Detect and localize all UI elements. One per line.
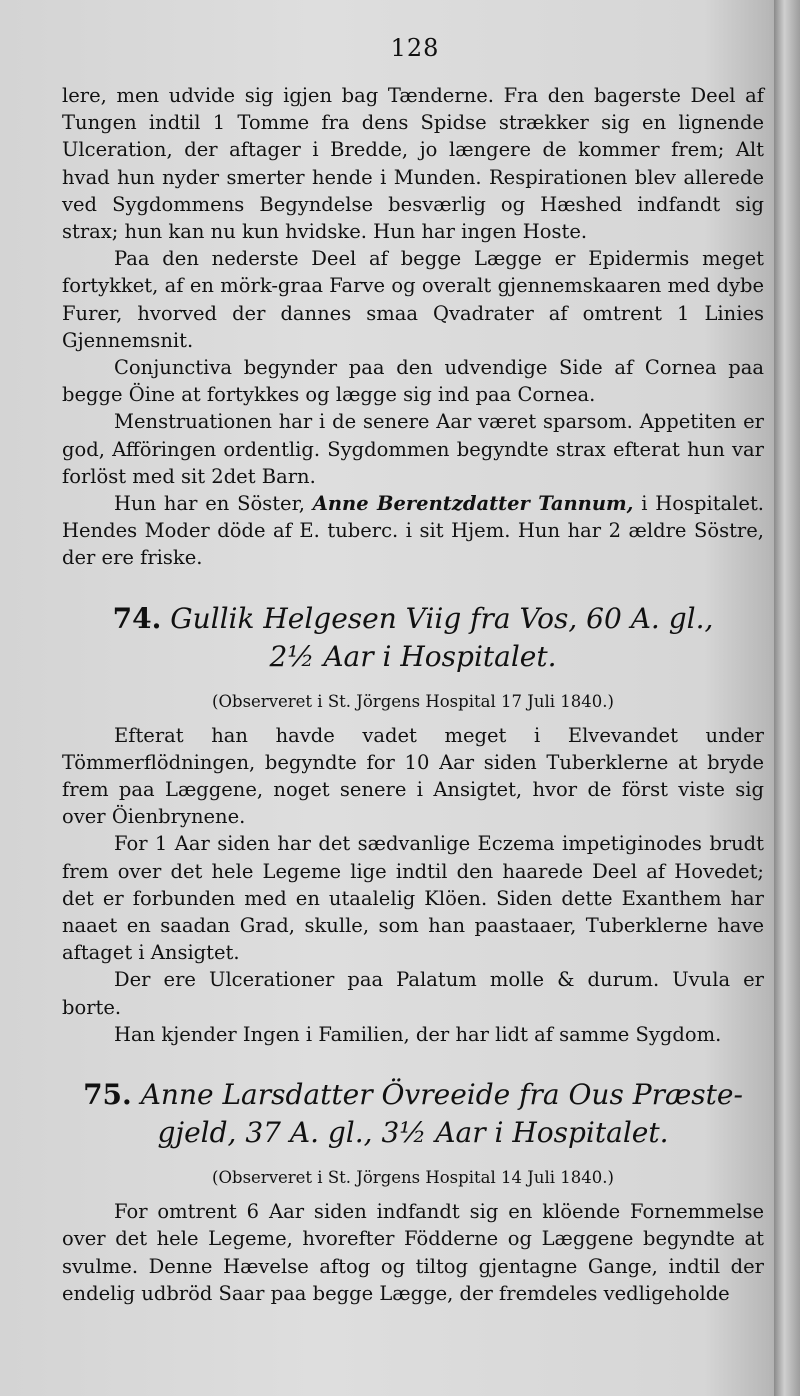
paragraph: Paa den nederste Deel af begge Lægge er Epidermis meget fortykket, af en mörk-graa Farve og overalt gjennemskaaren med dybe Furer, hvorved der dannes smaa Qvadrater af omtrent 1 Linies Gjennemsnit. bbox=[62, 247, 764, 352]
case-title-line bbox=[62, 600, 764, 638]
case-number: 75. bbox=[83, 1078, 132, 1112]
paragraph: Der ere Ulcerationer paa Palatum molle & durum. Uvula er borte. bbox=[62, 968, 764, 1019]
text-run: i Hospitalet. Hendes Moder döde af E. tuberc. i sit Hjem. Hun har 2 ældre Söstre, der ere friske. bbox=[62, 492, 764, 570]
paragraph: For omtrent 6 Aar siden indfandt sig en klöende Fornemmelse over det hele Legeme, hvorefter Födderne og Læggene begyndte at svulme. Denne Hævelse aftog og tiltog gjentagne Gange, indtil der endelig udbröd Saar paa begge Lægge, der fremdeles vedligeholde bbox=[62, 1200, 764, 1305]
case-title-line bbox=[62, 1076, 764, 1114]
paragraph: Conjunctiva begynder paa den udvendige Side af Cornea paa begge Öine at fortykkes og lægge sig ind paa Cornea. bbox=[62, 356, 764, 407]
paragraph: Menstruationen har i de senere Aar været sparsom. Appetiten er god, Afföringen ordentlig. Sygdommen begyndte strax efterat hun var forlöst med sit 2det Barn. bbox=[62, 410, 764, 488]
page-number: 128 bbox=[390, 34, 440, 62]
case-75-heading bbox=[62, 1076, 764, 1152]
observation-note: (Observeret i St. Jörgens Hospital 17 Juli 1840.) bbox=[212, 691, 614, 711]
case-74-heading bbox=[62, 600, 764, 676]
paragraph: Efterat han havde vadet meget i Elvevandet under Tömmerflödningen, begyndte for 10 Aar siden Tuberklerne at bryde frem paa Læggene, noget senere i Ansigtet, hvor de först viste sig over Öienbrynene. bbox=[62, 723, 764, 829]
paragraph-sister bbox=[62, 490, 764, 572]
page-edge bbox=[774, 0, 800, 1396]
text-run: Hun har en Söster, bbox=[114, 492, 313, 516]
case-title: Gullik Helgesen Viig fra Vos, 60 A. gl., bbox=[170, 601, 714, 635]
paragraph: For 1 Aar siden har det sædvanlige Eczema impetiginodes brudt frem over det hele Legeme lige indtil den haarede Deel af Hovedet; det er forbunden med en utaalelig Klöen. Siden dette Exanthem har naaet en saadan Grad, skulle, som han paastaaer, Tuberklerne have aftaget i Ansigtet. bbox=[62, 832, 764, 965]
paragraph: lere, men udvide sig igjen bag Tænderne. Fra den bagerste Deel af Tungen indtil 1 Tomme fra dens Spidse strækker sig en lignende Ulceration, der aftager i Bredde, jo længere de kommer frem; Alt hvad hun nyder smerter hende i Munden. Respirationen blev allerede ved Sygdommens Begyndelse besværlig og Hæshed indfandt sig strax; hun kan nu kun hvidske. Hun har ingen Hoste. bbox=[62, 84, 764, 244]
person-name: Anne Berentzdatter Tannum, bbox=[312, 492, 634, 516]
paragraph: Han kjender Ingen i Familien, der har lidt af samme Sygdom. bbox=[114, 1022, 722, 1046]
case-title-line: gjeld, 37 A. gl., 3½ Aar i Hospitalet. bbox=[157, 1116, 669, 1150]
case-number: 74. bbox=[112, 601, 162, 635]
case-title: Anne Larsdatter Övreeide fra Ous Præste- bbox=[140, 1078, 743, 1112]
page-body bbox=[62, 82, 764, 1307]
observation-note: (Observeret i St. Jörgens Hospital 14 Juli 1840.) bbox=[212, 1168, 614, 1188]
case-title-line: 2½ Aar i Hospitalet. bbox=[269, 639, 557, 673]
